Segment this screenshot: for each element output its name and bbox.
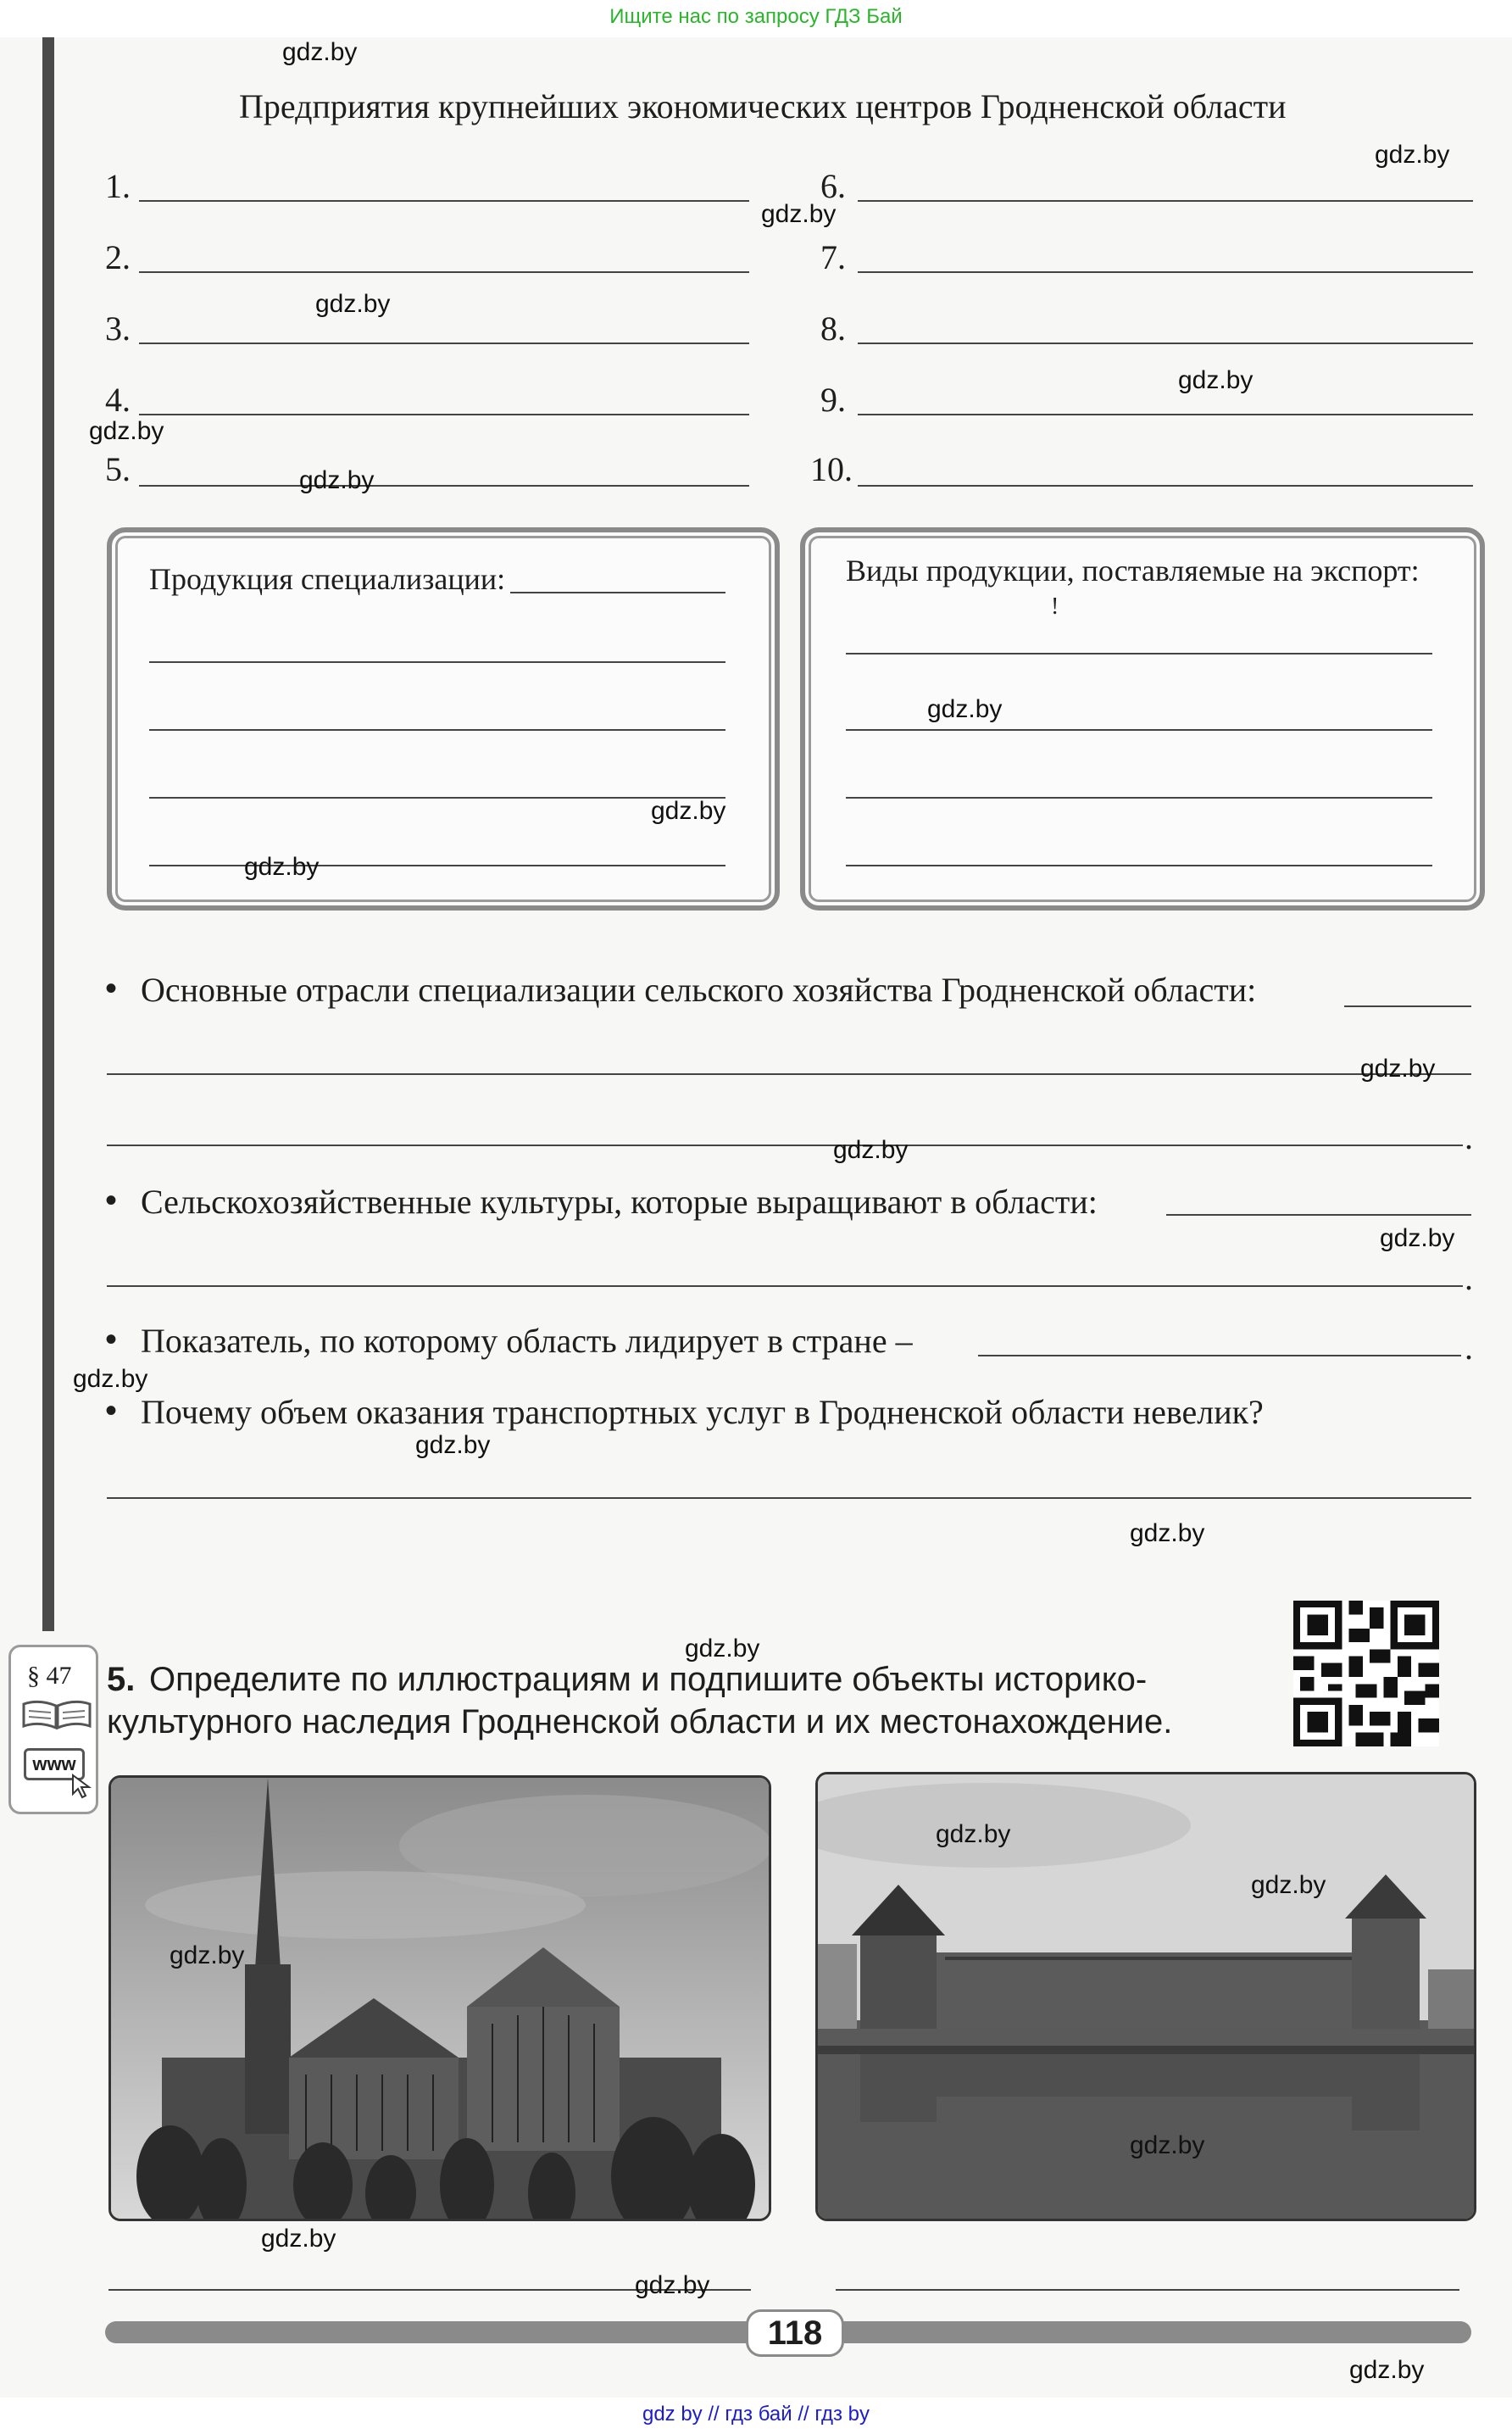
www-label: www — [32, 1753, 76, 1774]
watermark: gdz.by — [415, 1431, 491, 1459]
watermark: gdz.by — [1349, 2356, 1425, 2384]
watermark: gdz.by — [1130, 1519, 1205, 1547]
export-answer-line-3[interactable] — [846, 797, 1432, 799]
exclamation-mark: ! — [1051, 593, 1059, 620]
watermark: gdz.by — [261, 2225, 336, 2253]
watermark: gdz.by — [685, 1635, 760, 1663]
list-number-8: 8. — [820, 309, 846, 348]
watermark: gdz.by — [651, 797, 726, 825]
watermark: gdz.by — [1178, 366, 1254, 394]
list-number-6: 6. — [820, 167, 846, 205]
task-5-number: 5. — [107, 1661, 136, 1698]
answer-agriculture-line-2[interactable] — [107, 1073, 1471, 1075]
question-agriculture-branches: Основные отрасли специализации сельского хозяйства Гродненской области: — [141, 971, 1257, 1009]
export-answer-line-4[interactable] — [846, 865, 1432, 866]
watermark: gdz.by — [282, 38, 358, 66]
answer-crops-line-1[interactable] — [1166, 1214, 1471, 1216]
export-answer-line-1[interactable] — [846, 653, 1432, 654]
period-3: . — [1465, 1328, 1473, 1367]
watermark: gdz.by — [73, 1365, 148, 1393]
answer-agriculture-line-1[interactable] — [1344, 1005, 1471, 1007]
answer-agriculture-line-3[interactable] — [107, 1145, 1463, 1146]
paragraph-ref: § 47 — [27, 1662, 72, 1690]
bullet-4: • — [105, 1392, 118, 1429]
question-leading-indicator: Показатель, по которому область лидирует в стране – — [141, 1322, 913, 1360]
section-title: Предприятия крупнейших экономических центров Гродненской области — [239, 87, 1287, 125]
answer-line-4[interactable] — [139, 414, 749, 415]
watermark: gdz.by — [1130, 2131, 1205, 2159]
castle-caption-line[interactable] — [836, 2289, 1459, 2291]
answer-line-3[interactable] — [139, 343, 749, 344]
list-number-4: 4. — [105, 381, 131, 419]
book-icon — [20, 1697, 93, 1735]
answer-line-9[interactable] — [858, 414, 1473, 415]
list-number-7: 7. — [820, 238, 846, 276]
specialization-answer-line-5[interactable] — [149, 865, 725, 866]
watermark: gdz.by — [936, 1820, 1011, 1848]
watermark: gdz.by — [89, 417, 164, 445]
list-number-10: 10. — [810, 450, 853, 488]
export-answer-line-2[interactable] — [846, 729, 1432, 731]
export-products-label: Виды продукции, поставляемые на экспорт: — [846, 554, 1420, 588]
watermark: gdz.by — [1360, 1055, 1436, 1083]
answer-line-6[interactable] — [858, 200, 1473, 202]
footer-links[interactable]: gdz by // гдз бай // гдз by — [642, 2403, 870, 2426]
photo-gothic-church — [108, 1775, 771, 2221]
answer-line-5[interactable] — [139, 485, 749, 487]
specialization-answer-line-2[interactable] — [149, 661, 725, 663]
watermark: gdz.by — [1375, 141, 1450, 169]
page-spine — [42, 37, 54, 1631]
answer-crops-line-2[interactable] — [107, 1285, 1463, 1287]
answer-leading-indicator-line[interactable] — [978, 1355, 1461, 1356]
cursor-icon — [71, 1774, 93, 1803]
task-5-text-line-1: Определите по иллюстрациям и подпишите объекты историко- — [149, 1661, 1148, 1698]
watermark: gdz.by — [1251, 1871, 1326, 1899]
watermark: gdz.by — [1380, 1224, 1455, 1252]
specialization-products-label: Продукция специализации: — [149, 562, 506, 596]
period-1: . — [1465, 1118, 1473, 1156]
top-search-banner[interactable] — [0, 0, 1512, 37]
watermark: gdz.by — [927, 695, 1003, 723]
answer-transport-line-1[interactable] — [107, 1497, 1471, 1499]
list-number-9: 9. — [820, 381, 846, 419]
specialization-answer-line-1[interactable] — [510, 592, 725, 593]
list-number-2: 2. — [105, 238, 131, 276]
answer-line-10[interactable] — [858, 485, 1473, 487]
answer-line-7[interactable] — [858, 271, 1473, 273]
question-transport-services: Почему объем оказания транспортных услуг в Гродненской области невелик? — [141, 1393, 1264, 1431]
list-number-3: 3. — [105, 309, 131, 348]
bullet-1: • — [105, 970, 118, 1007]
question-crops: Сельскохозяйственные культуры, которые выращивают в области: — [141, 1183, 1098, 1221]
answer-line-2[interactable] — [139, 271, 749, 273]
list-number-1: 1. — [105, 167, 131, 205]
watermark: gdz.by — [299, 466, 375, 494]
task-5-text-line-2: культурного наследия Гродненской области и их местонахождение. — [107, 1703, 1173, 1741]
specialization-answer-line-4[interactable] — [149, 797, 725, 799]
bullet-2: • — [105, 1182, 118, 1219]
watermark: gdz.by — [761, 200, 837, 228]
watermark: gdz.by — [170, 1941, 245, 1969]
specialization-answer-line-3[interactable] — [149, 729, 725, 731]
period-2: . — [1465, 1259, 1473, 1297]
qr-code-icon[interactable] — [1293, 1601, 1439, 1751]
watermark: gdz.by — [244, 853, 320, 881]
bullet-3: • — [105, 1321, 118, 1358]
page-number: 118 — [746, 2309, 844, 2357]
answer-line-1[interactable] — [139, 200, 749, 202]
watermark: gdz.by — [315, 290, 391, 318]
watermark: gdz.by — [635, 2271, 710, 2299]
list-number-5: 5. — [105, 450, 131, 488]
answer-line-8[interactable] — [858, 343, 1473, 344]
search-hint-text: Ищите нас по запросу ГДЗ Бай — [609, 5, 903, 28]
watermark: gdz.by — [833, 1136, 909, 1164]
